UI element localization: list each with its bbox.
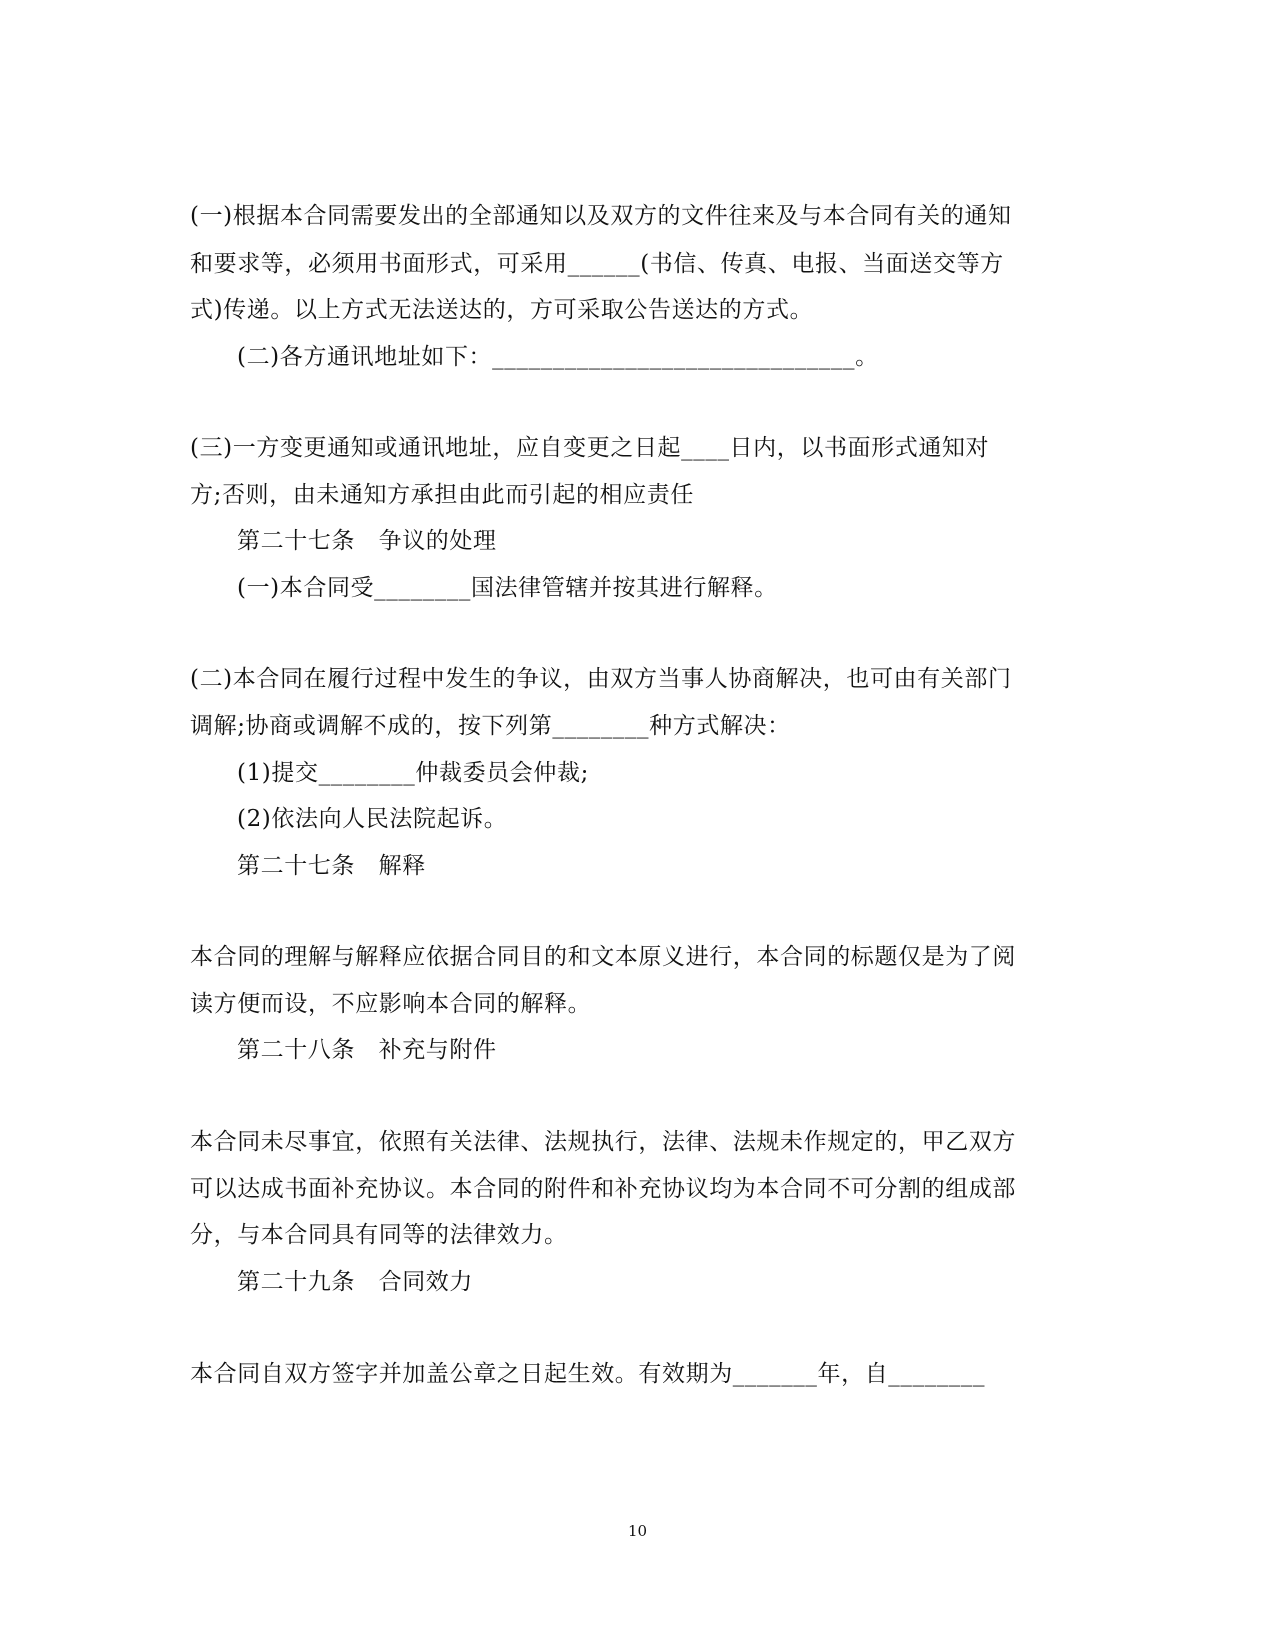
section-heading: 第二十七条 解释 [237, 853, 426, 879]
paragraph-line: (一)根据本合同需要发出的全部通知以及双方的文件往来及与本合同有关的通知 [190, 203, 1012, 229]
paragraph-line: 本合同的理解与解释应依据合同目的和文本原义进行，本合同的标题仅是为了阅 [190, 944, 1016, 970]
section-heading: 第二十八条 补充与附件 [237, 1037, 497, 1063]
section-heading: 第二十九条 合同效力 [237, 1269, 473, 1295]
paragraph-line: (一)本合同受________国法律管辖并按其进行解释。 [237, 575, 778, 601]
paragraph-line: (2)依法向人民法院起诉。 [237, 806, 508, 832]
paragraph-line: 调解;协商或调解不成的，按下列第________种方式解决： [190, 713, 791, 739]
paragraph-line: 和要求等，必须用书面形式，可采用______(书信、传真、电报、当面送交等方 [190, 251, 1004, 277]
section-heading: 第二十七条 争议的处理 [237, 528, 497, 554]
paragraph-line: 本合同自双方签字并加盖公章之日起生效。有效期为_______年，自________ [190, 1361, 986, 1387]
paragraph-line: 读方便而设，不应影响本合同的解释。 [190, 991, 592, 1017]
paragraph-line: 本合同未尽事宜，依照有关法律、法规执行，法律、法规未作规定的，甲乙双方 [190, 1129, 1016, 1155]
paragraph-line: (1)提交________仲裁委员会仲裁; [237, 760, 589, 786]
paragraph-line: 式)传递。以上方式无法送达的，方可采取公告送达的方式。 [190, 297, 814, 323]
paragraph-line: (三)一方变更通知或通讯地址，应自变更之日起____日内，以书面形式通知对 [190, 435, 990, 461]
paragraph-line: 可以达成书面补充协议。本合同的附件和补充协议均为本合同不可分割的组成部 [190, 1176, 1016, 1202]
page-number: 10 [627, 1522, 648, 1540]
paragraph-line: 方;否则，由未通知方承担由此而引起的相应责任 [190, 482, 694, 508]
paragraph-line: (二)各方通讯地址如下：______________________________。 [237, 344, 879, 370]
paragraph-line: (二)本合同在履行过程中发生的争议，由双方当事人协商解决，也可由有关部门 [190, 666, 1012, 692]
paragraph-line: 分，与本合同具有同等的法律效力。 [190, 1222, 568, 1248]
